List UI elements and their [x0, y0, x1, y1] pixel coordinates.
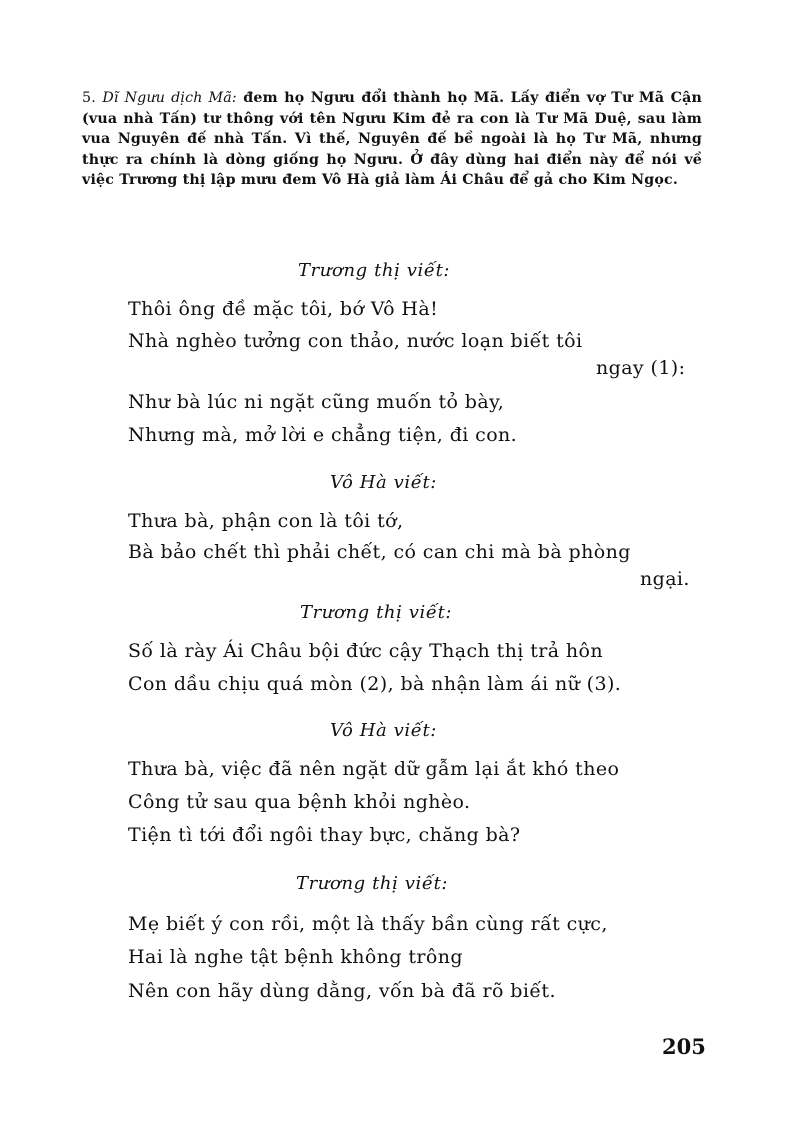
footnote — [82, 88, 702, 191]
verse-line: Mẹ biết ý con rồi, một là thấy bần cùng rất cực, — [128, 913, 608, 935]
verse-line: Như bà lúc ni ngặt cũng muốn tỏ bày, — [128, 391, 505, 413]
speaker-heading: Trương thị viết: — [300, 602, 453, 623]
verse-line: Nhưng mà, mở lời e chẳng tiện, đi con. — [128, 424, 518, 446]
speaker-heading: Trương thị viết: — [296, 873, 449, 894]
verse-line-continuation: ngại. — [640, 568, 690, 590]
verse-line: Thưa bà, phận con là tôi tớ, — [128, 510, 404, 532]
verse-line: Số là rày Ái Châu bội đức cậy Thạch thị trả hôn — [128, 640, 604, 662]
speaker-heading: Vô Hà viết: — [330, 472, 437, 493]
verse-line: Nhà nghèo tưởng con thảo, nước loạn biết tôi — [128, 330, 583, 352]
verse-line: Nên con hãy dùng dằng, vốn bà đã rõ biết. — [128, 980, 556, 1002]
speaker-heading: Vô Hà viết: — [330, 720, 437, 741]
verse-line: Con dầu chịu quá mòn (2), bà nhận làm ái nữ (3). — [128, 673, 622, 695]
verse-line: Công tử sau qua bệnh khỏi nghèo. — [128, 791, 471, 813]
verse-line: Thôi ông đề mặc tôi, bớ Vô Hà! — [128, 298, 439, 320]
footnote-number: 5. — [82, 90, 96, 106]
page-number: 205 — [662, 1034, 706, 1059]
footnote-title: Dĩ Ngưu dịch Mã: — [102, 90, 237, 106]
verse-line: Hai là nghe tật bệnh không trông — [128, 946, 463, 968]
verse-line: Bà bảo chết thì phải chết, có can chi mà bà phòng — [128, 541, 631, 563]
footnote-body: đem họ Ngưu đổi thành họ Mã. Lấy điển vợ Tư Mã Cận (vua nhà Tấn) tư thông với tên Ngưu Kim đẻ ra con là Tư Mã Duệ, sau làm vua Nguyên đế nhà Tấn. Vì thế, Nguyên đế bề ngoài là họ Tư Mã, nhưng thực ra chính là dòng giống họ Ngưu. Ở đây dùng hai điển này để nói về việc Trương thị lập mưu đem Vô Hà giả làm Ái Châu để gả cho Kim Ngọc. — [82, 90, 702, 188]
verse-line: Tiện tì tới đổi ngôi thay bực, chăng bà? — [128, 824, 521, 846]
verse-line-continuation: ngay (1): — [596, 357, 686, 379]
speaker-heading: Trương thị viết: — [298, 260, 451, 281]
verse-line: Thưa bà, việc đã nên ngặt dữ gẫm lại ắt khó theo — [128, 758, 620, 780]
